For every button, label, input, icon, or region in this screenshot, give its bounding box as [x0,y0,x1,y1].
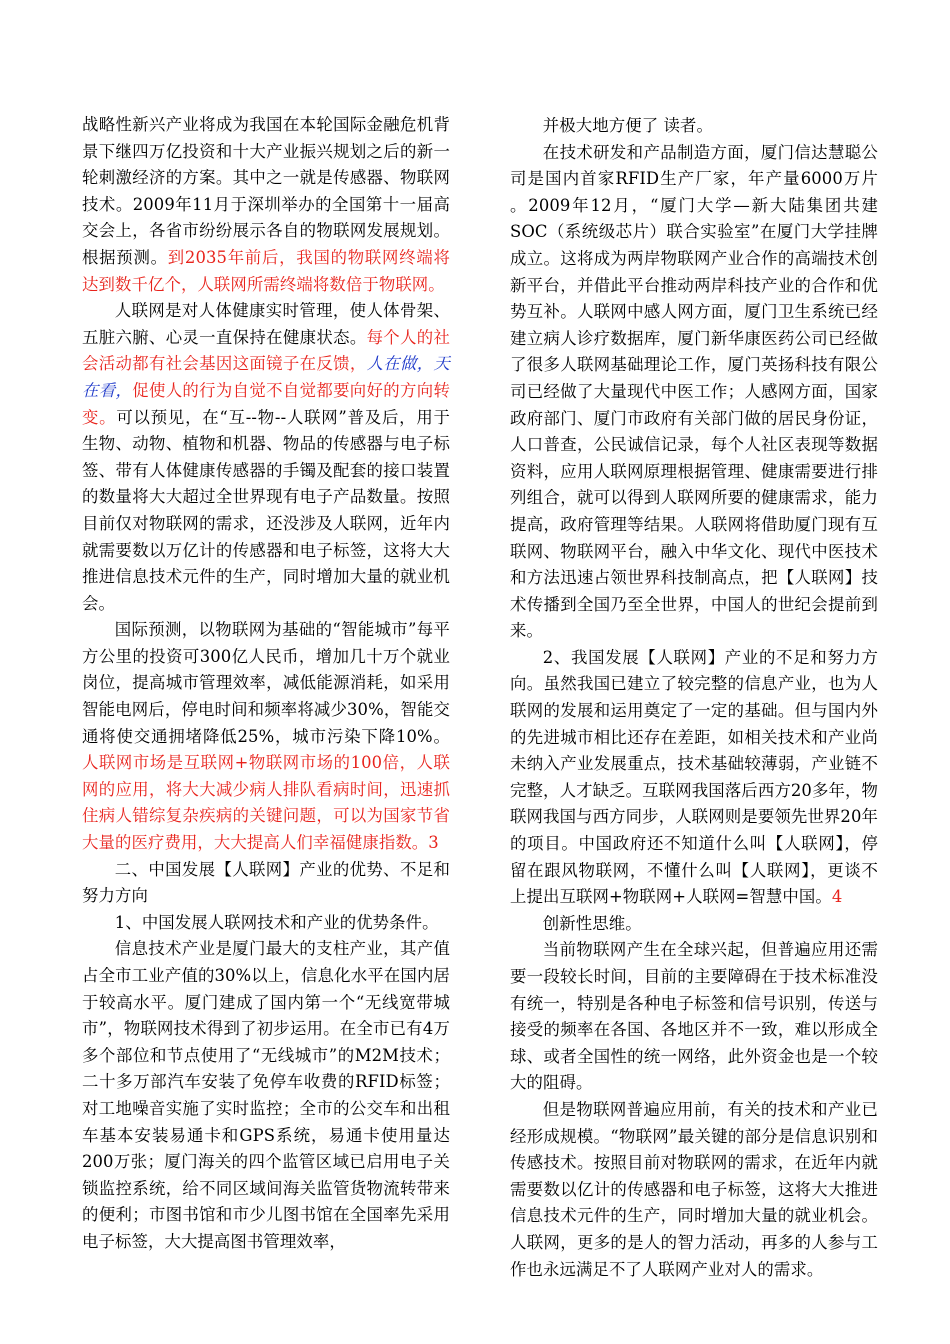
paragraph [510,645,878,911]
paragraph: 并极大地方便了 读者。 [542,116,714,135]
right-column [510,113,878,1283]
paragraph: 当前物联网产生在全球兴起，但普遍应用还需要一段较长时间，目前的主要障碍在于技术标准没有统一，特别是各种电子标签和信号识别，传送与接受的频率在各国、各地区并不一致，难以形成全球、或者全国性的统一网络，此外资金也是一个较大的阻碍。 [510,940,878,1093]
red-highlight-text: 到2035年前后，我国的物联网终端将达到数千亿个，人联网所需终端将数倍于物联网。 [82,247,451,294]
paragraph: 创新性思维。 [542,913,642,933]
left-column [82,112,450,1256]
red-highlight-text: 人联网市场是互联网+物联网市场的100倍，人联网的应用，将大大减少病人排队看病时间，迅速抓住病人错综复杂疾病的关键问题，可以为国家节省大量的医疗费用，大大提高人们幸福健康指数。3 [82,753,450,853]
footnote-number: 4 [831,887,843,907]
section-heading: 二、中国发展【人联网】产业的优势、不足和努力方向 [82,859,450,906]
paragraph-text: 2、我国发展【人联网】产业的不足和努力方向。虽然我国已建立了较完整的信息产业，也为人联网的发展和运用奠定了一定的基础。但与国内外的先进城市相比还存在差距，如相关技术和产业尚未纳入产业发展重点，技术基础较薄弱，产业链不完整，人才缺乏。互联网我国落后西方20多年，物联网我国与西方同步，人联网则是要领先世界20年的项目。中国政府还不知道什么叫【人联网】，停留在跟风物联网，不懂什么叫【人联网】，更谈不上提出互联网+物联网+人联网=智慧中国。 [510,647,878,907]
paragraph-text: 国际预测，以物联网为基础的“智能城市”每平方公里的投资可300亿人民币，增加几十万个就业岗位，提高城市管理效率，减低能源消耗，如采用智能电网后，停电时间和频率将减少30%，智能交通将使交通拥堵降低25%，城市污染下降10%。 [82,620,450,746]
subsection-heading: 1、中国发展人联网技术和产业的优势条件。 [114,912,439,932]
paragraph [82,112,450,298]
red-highlight-text: 每个人的社会活动都有社会基因这面镜子在反馈， [82,327,451,374]
paragraph: 在技术研发和产品制造方面，厦门信达慧聪公司是国内首家RFID生产厂家，年产量6000万片 。2009年12月，“厦门大学—新大陆集团共建SOC（系统级芯片）联合实验室”在厦门大学挂牌成立。这将成为两岸物联网产业合作的高端技术创新平台，并借此平台推动两岸科技产业的合作和优势互补。人联网中感人网方面，厦门卫生系统已经建立病人诊疗数据库，厦门新华康医药公司已经做了很多人联网基础理论工作，厦门英扬科技有限公司已经做了大量现代中医工作；人感网方面，国家政府部门、厦门市政府有关部门做的居民身份证，人口普查，公民诚信记录，每个人社区表现等数据资料，应用人联网原理根据管理、健康需要进行排列组合，就可以得到人联网所要的健康需求，能力提高，政府管理等结果。人联网将借助厦门现有互联网、物联网平台，融入中华文化、现代中医技术和方法迅速占领世界科技制高点，把【人联网】技术传播到全国乃至全世界，中国人的世纪会提前到来。 [510,142,878,641]
paragraph-text: 战略性新兴产业将成为我国在本轮国际金融危机背景下继四万亿投资和十大产业振兴规划之后的新一轮刺激经济的方案。其中之一就是传感器、物联网技术。2009年11月于深圳举办的全国第十一届高交会上，各省市纷纷展示各自的物联网发展规划。根据预测。 [82,115,450,267]
paragraph [82,617,450,856]
paragraph-text: 可以预见，在“互--物--人联网”普及后，用于生物、动物、植物和机器、物品的传感器与电子标签、带有人体健康传感器的手镯及配套的接口装置的数量将大大超过全世界现有电子产品数量。按照目前仅对物联网的需求，还没涉及人联网，近年内就需要数以万亿计的传感器和电子标签，这将大大推进信息技术元件的生产，同时增加大量的就业机会。 [82,407,450,613]
paragraph: 但是物联网普遍应用前，有关的技术和产业已经形成规模。“物联网”最关键的部分是信息识别和传感技术。按照目前对物联网的需求，在近年内就需要数以亿计的传感器和电子标签，这将大大推进信息技术元件的生产，同时增加大量的就业机会。人联网，更多的是人的智力活动，再多的人参与工作也永远满足不了人联网产业对人的需求。 [510,1099,878,1279]
paragraph: 信息技术产业是厦门最大的支柱产业，其产值占全市工业产值的30%以上，信息化水平在国内居于较高水平。厦门建成了国内第一个“无线宽带城市”，物联网技术得到了初步运用。在全市已有4万多个部位和节点使用了“无线城市”的M2M技术；二十多万部汽车安装了免停车收费的RFID标签；对工地噪音实施了实时监控；全市的公交车和出租车基本安装易通卡和GPS系统，易通卡使用量达200万张；厦门海关的四个监管区域已启用电子关锁监控系统，给不同区域间海关监管货物流转带来的便利；市图书馆和市少儿图书馆在全国率先采用电子标签，大大提高图书管理效率， [82,939,450,1251]
red-highlight-text: 促使人的行为自觉不自觉都要向好的方向转变。 [82,380,450,427]
paragraph-text: 人联网是对人体健康实时管理，使人体骨架、五脏六腑、心灵一直保持在健康状态。 [82,301,450,347]
paragraph [82,298,450,617]
blue-italic-text: 人在做，天在看， [82,354,451,400]
